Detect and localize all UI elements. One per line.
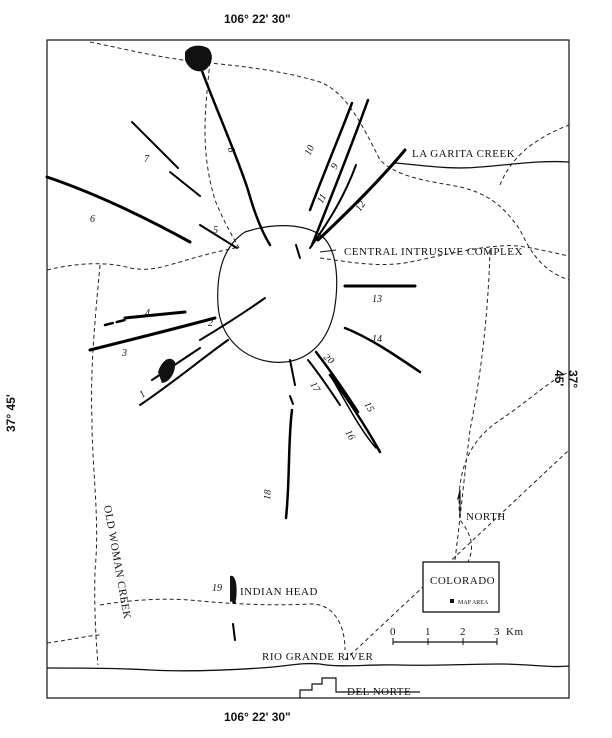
dike-number-13: 13 [372,294,382,305]
dike-number-7: 7 [144,154,149,165]
scale-tick-3: 3 [494,626,500,638]
north-arrow [457,488,506,523]
dike-number-15: 15 [361,400,376,415]
volcanic-plug-north [185,46,212,72]
old-woman-creek-label: OLD WOMAN CREEK [101,504,133,621]
longitude-label-bottom: 106° 22' 30" [224,710,291,724]
latitude-label-right: 37° 45' [552,370,580,389]
scale-tick-0: 0 [390,626,396,638]
colorado-inset [423,562,499,612]
dike-number-11: 11 [315,191,330,206]
volcanic-plug-west [158,359,175,383]
dike-number-17: 17 [307,380,322,395]
central-complex-leader [320,250,336,252]
dike-number-18: 18 [262,489,274,501]
inset-state-label: COLORADO [430,575,496,587]
dike-number-16: 16 [342,428,357,443]
dike-number-labels [90,144,382,594]
dike-number-20: 20 [321,351,336,367]
scale-tick-1: 1 [425,626,431,638]
del-norte-label: DEL NORTE [347,686,412,698]
dike-number-3: 3 [122,348,127,359]
north-label: NORTH [466,511,506,523]
dike-number-5: 5 [213,225,218,236]
dike-number-12: 12 [353,199,369,214]
latitude-label-left: 37° 45' [4,394,18,432]
la-garita-creek-label: LA GARITA CREEK [412,148,516,160]
inset-map-area-label: MAP AREA [458,600,489,606]
dike-number-14: 14 [372,334,382,345]
indian-head-plug [230,576,237,602]
scale-unit: Km [506,626,524,638]
dike-number-6: 6 [90,214,95,225]
central-intrusive-complex-label: CENTRAL INTRUSIVE COMPLEX [344,246,523,258]
dike-number-1: 1 [137,388,148,401]
scale-bar [390,626,524,645]
map-area-marker [450,599,454,603]
dike-number-4: 4 [145,308,150,319]
scale-tick-2: 2 [460,626,466,638]
indian-head-label: INDIAN HEAD [240,586,318,598]
rio-grande-river-label: RIO GRANDE RIVER [262,651,374,663]
dike-number-19: 19 [212,583,222,594]
dike-number-10: 10 [302,143,317,158]
dike-number-9: 9 [329,161,342,172]
dike-number-2: 2 [208,318,213,329]
dike-number-8: 8 [225,146,237,154]
longitude-label-top: 106° 22' 30" [224,12,291,26]
